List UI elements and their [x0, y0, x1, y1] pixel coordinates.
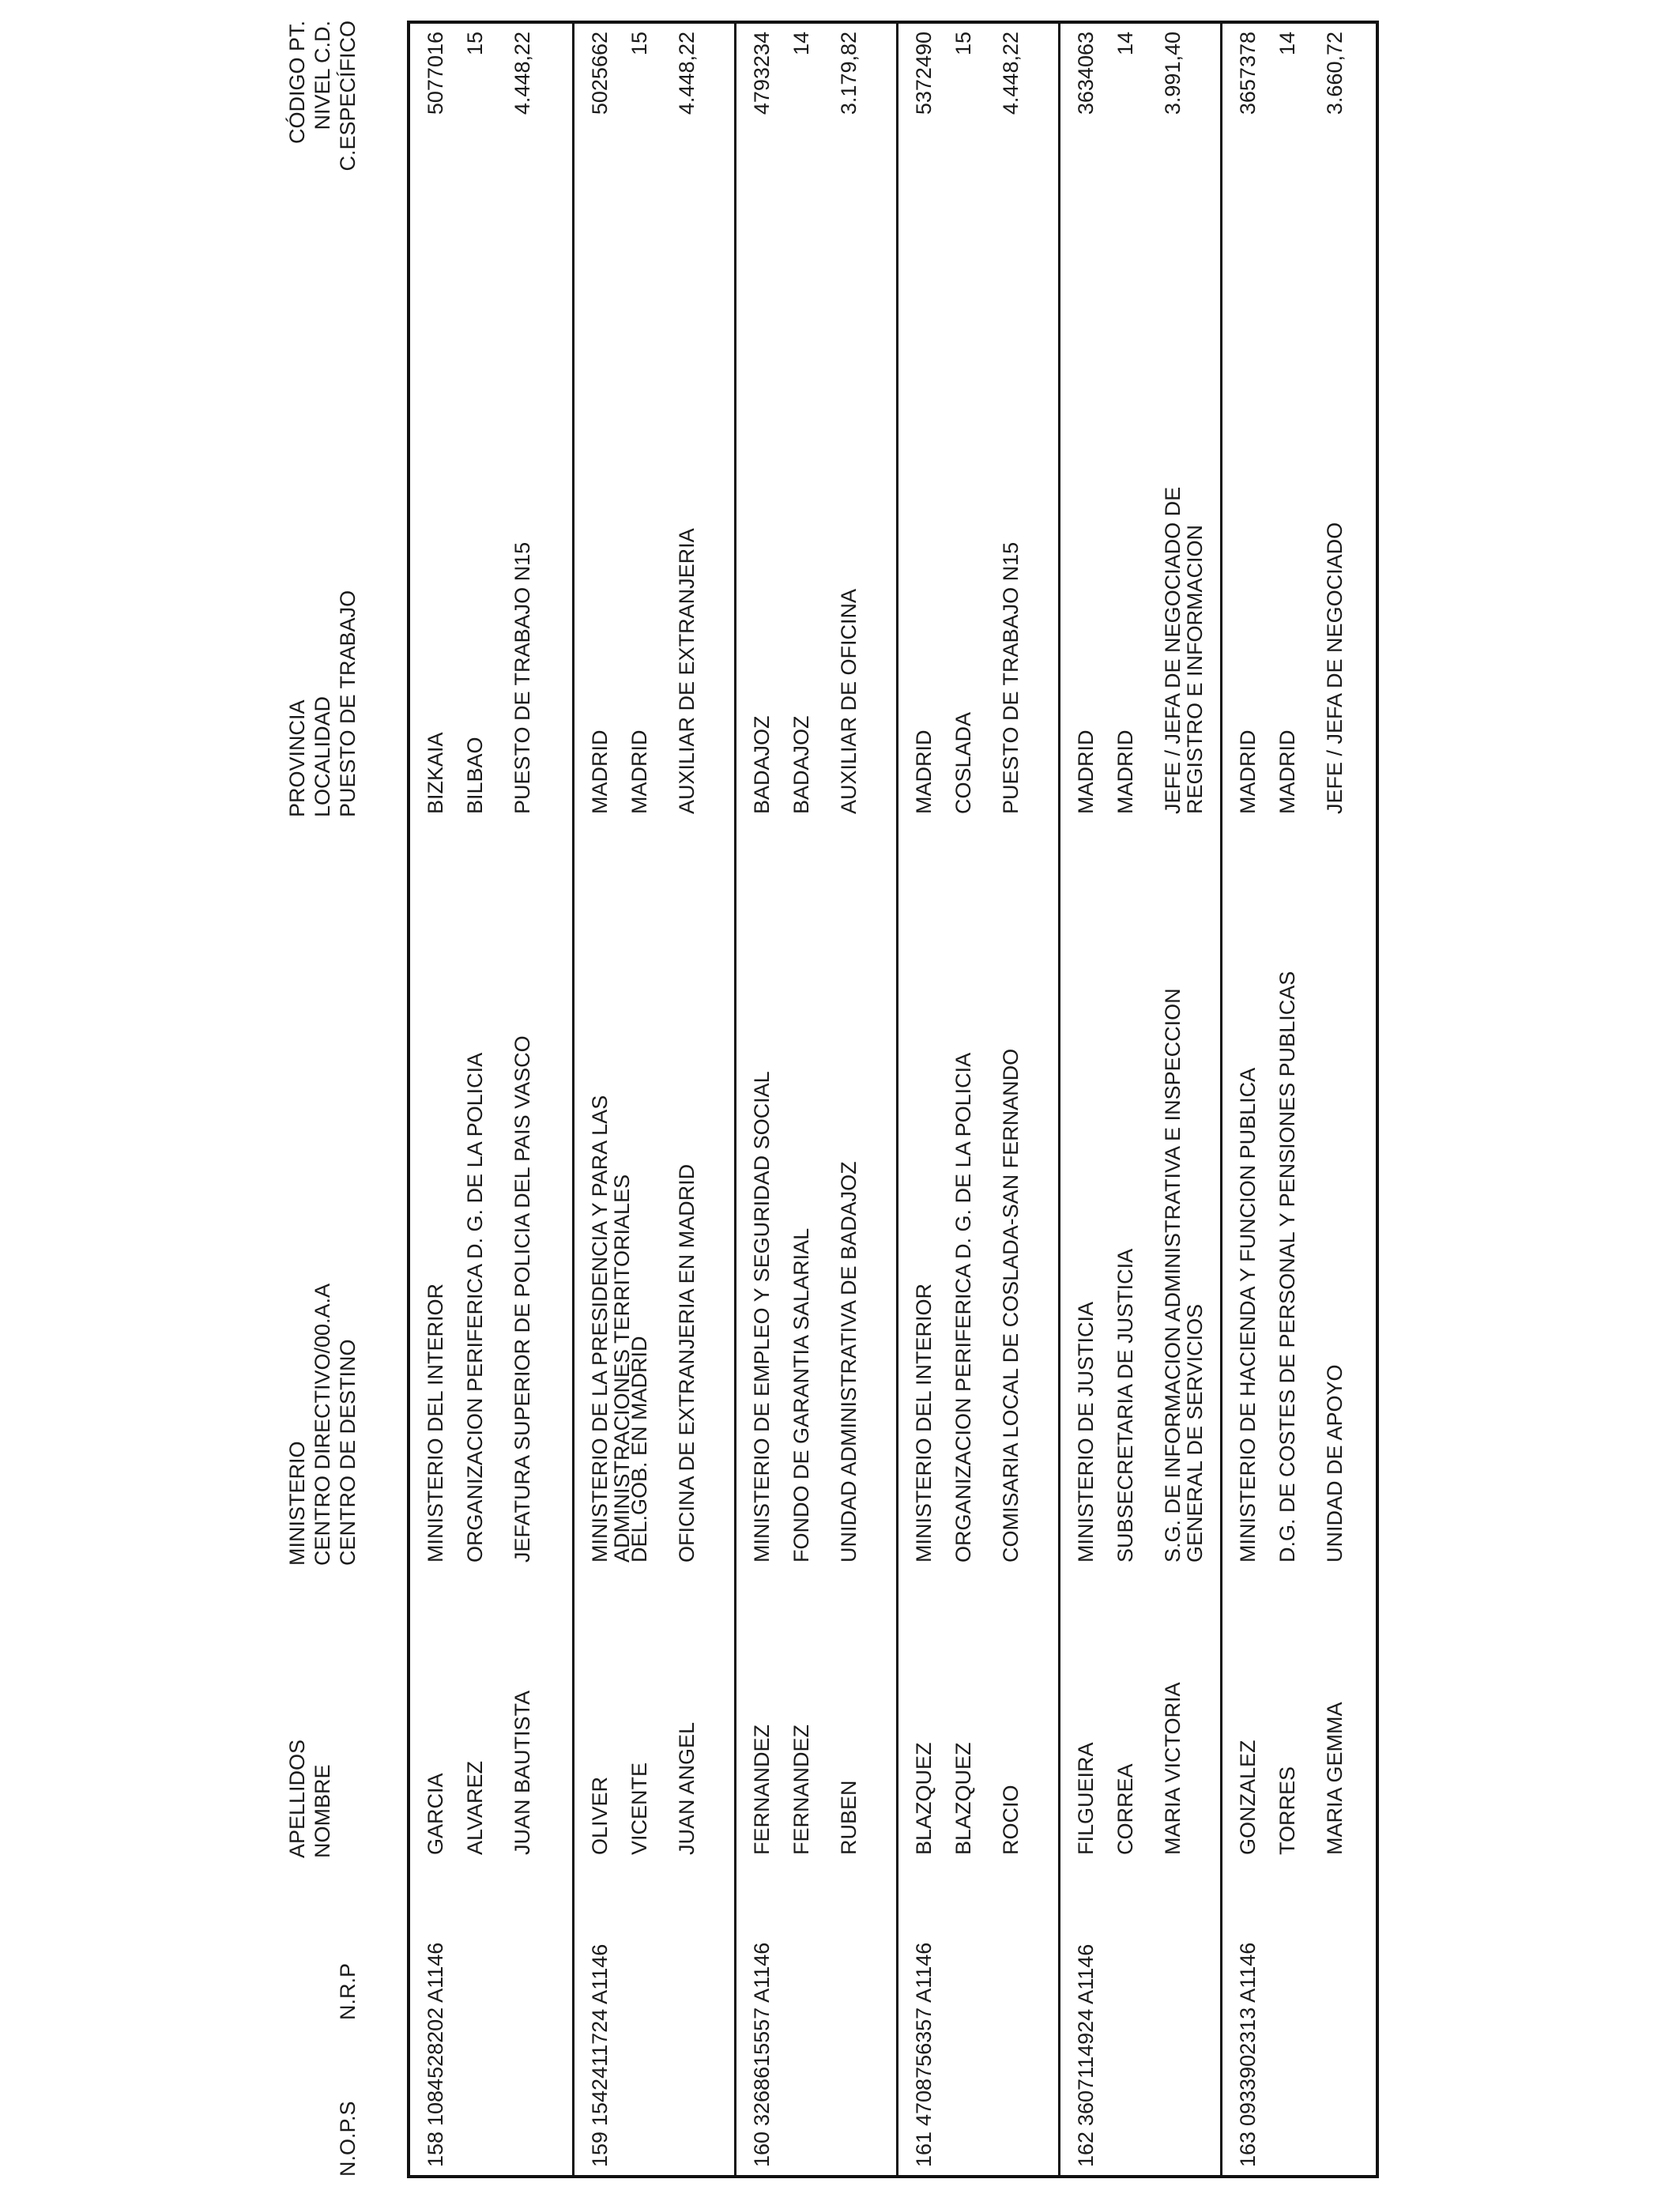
record-localidad: MADRID — [1113, 729, 1137, 814]
record-nops: 162 — [1074, 2131, 1098, 2167]
record-centro-directivo: D.G. DE COSTES DE PERSONAL Y PENSIONES PUBLICAS — [1275, 971, 1299, 1563]
record-apellido1: GARCIA — [424, 1773, 447, 1855]
record-centro-destino: COMISARIA LOCAL DE COSLADA-SAN FERNANDO — [999, 1048, 1023, 1563]
record-ministerio: MINISTERIO DE JUSTICIA — [1074, 1301, 1098, 1563]
record-nombre: JUAN ANGEL — [675, 1721, 699, 1855]
record-nops: 159 — [588, 2131, 612, 2167]
record-nombre: JUAN BAUTISTA — [510, 1690, 534, 1855]
table-row — [572, 24, 736, 2175]
record-puesto: JEFE / JEFA DE NEGOCIADO DE REGISTRO E INFORMACION — [1161, 486, 1207, 814]
record-ministerio: MINISTERIO DE HACIENDA Y FUNCION PUBLICA — [1236, 1067, 1260, 1563]
table-row — [1220, 24, 1384, 2175]
record-codigo: 5372490 — [912, 32, 936, 115]
record-nrp: 0933902313 A1146 — [1236, 1942, 1260, 2126]
record-nombre: RUBEN — [837, 1780, 861, 1855]
record-puesto: PUESTO DE TRABAJO N15 — [999, 541, 1023, 814]
record-nivel: 15 — [463, 32, 487, 56]
record-puesto: PUESTO DE TRABAJO N15 — [510, 541, 534, 814]
record-ministerio: MINISTERIO DEL INTERIOR — [424, 1283, 447, 1563]
record-centro-destino: UNIDAD DE APOYO — [1323, 1364, 1347, 1563]
record-nrp: 3268615557 A1146 — [750, 1942, 774, 2126]
record-centro-destino: JEFATURA SUPERIOR DE POLICIA DEL PAIS VASCO — [510, 1035, 534, 1563]
record-nops: 163 — [1236, 2131, 1260, 2167]
record-nrp: 1542411724 A1146 — [588, 1943, 612, 2126]
record-apellido2: TORRES — [1275, 1766, 1299, 1855]
record-apellido1: FILGUEIRA — [1074, 1742, 1098, 1855]
records-table — [407, 21, 1379, 2178]
record-codigo: 3657378 — [1236, 32, 1260, 115]
record-codigo: 4793234 — [750, 32, 774, 115]
record-puesto: AUXILIAR DE OFICINA — [837, 588, 861, 814]
record-nrp: 3607114924 A1146 — [1074, 1943, 1098, 2126]
record-nops: 158 — [424, 2131, 447, 2167]
record-apellido2: BLAZQUEZ — [951, 1742, 975, 1855]
record-provincia: MADRID — [1236, 729, 1260, 814]
record-provincia: MADRID — [1074, 729, 1098, 814]
record-puesto: JEFE / JEFA DE NEGOCIADO — [1323, 522, 1347, 814]
record-apellido2: VICENTE — [627, 1762, 651, 1855]
record-apellido1: FERNANDEZ — [750, 1724, 774, 1855]
record-apellido2: ALVAREZ — [463, 1760, 487, 1855]
record-apellido2: CORREA — [1113, 1763, 1137, 1855]
record-apellido2: FERNANDEZ — [789, 1724, 813, 1855]
record-provincia: BIZKAIA — [424, 732, 447, 814]
record-nivel: 14 — [789, 32, 813, 56]
record-codigo: 5077016 — [424, 32, 447, 115]
record-nrp: 1084528202 A1146 — [424, 1942, 447, 2126]
table-row — [410, 24, 572, 2175]
record-nivel: 14 — [1275, 32, 1299, 56]
record-localidad: MADRID — [1275, 729, 1299, 814]
header-ministerio-centro: MINISTERIO CENTRO DIRECTIVO/00.A.A CENTRO DE DESTINO — [285, 1283, 360, 1566]
record-apellido1: BLAZQUEZ — [912, 1742, 936, 1855]
record-puesto: AUXILIAR DE EXTRANJERIA — [675, 528, 699, 814]
record-nombre: MARIA VICTORIA — [1161, 1682, 1185, 1855]
record-nombre: ROCIO — [999, 1785, 1023, 1855]
record-codigo: 3634063 — [1074, 32, 1098, 115]
record-provincia: MADRID — [588, 729, 612, 814]
header-provincia-puesto: PROVINCIA LOCALIDAD PUESTO DE TRABAJO — [285, 590, 360, 817]
record-apellido1: GONZALEZ — [1236, 1740, 1260, 1855]
record-especifico: 3.660,72 — [1323, 32, 1347, 115]
record-localidad: BILBAO — [463, 737, 487, 814]
record-centro-destino: OFICINA DE EXTRANJERIA EN MADRID — [675, 1163, 699, 1563]
record-nrp: 4708756357 A1146 — [912, 1942, 936, 2126]
record-especifico: 3.179,82 — [837, 32, 861, 115]
record-ministerio: MINISTERIO DEL INTERIOR — [912, 1283, 936, 1563]
record-centro-directivo: FONDO DE GARANTIA SALARIAL — [789, 1227, 813, 1563]
record-codigo: 5025662 — [588, 32, 612, 115]
record-localidad: BADAJOZ — [789, 715, 813, 814]
record-centro-directivo: SUBSECRETARIA DE JUSTICIA — [1113, 1248, 1137, 1563]
record-provincia: BADAJOZ — [750, 715, 774, 814]
record-especifico: 4.448,22 — [510, 32, 534, 115]
record-localidad: MADRID — [627, 729, 651, 814]
table-row — [734, 24, 898, 2175]
record-provincia: MADRID — [912, 729, 936, 814]
table-row — [1058, 24, 1222, 2175]
header-nrp: N.R.P — [336, 1962, 360, 2020]
table-row — [896, 24, 1060, 2175]
record-nops: 161 — [912, 2131, 936, 2167]
record-especifico: 4.448,22 — [999, 32, 1023, 115]
header-apellidos-nombre: APELLIDOS NOMBRE — [285, 1739, 334, 1858]
record-localidad: COSLADA — [951, 711, 975, 814]
record-centro-directivo: ORGANIZACION PERIFERICA D. G. DE LA POLICIA — [951, 1052, 975, 1563]
record-ministerio: MINISTERIO DE EMPLEO Y SEGURIDAD SOCIAL — [750, 1071, 774, 1563]
record-centro-directivo: ORGANIZACION PERIFERICA D. G. DE LA POLICIA — [463, 1052, 487, 1563]
record-nombre: MARIA GEMMA — [1323, 1702, 1347, 1855]
record-especifico: 3.991,40 — [1161, 32, 1185, 115]
record-nivel: 15 — [627, 32, 651, 56]
record-centro-directivo: DEL.GOB. EN MADRID — [627, 1336, 651, 1563]
record-nivel: 14 — [1113, 32, 1137, 56]
record-apellido1: OLIVER — [588, 1776, 612, 1855]
header-codigo-nivel: CÓDIGO PT. NIVEL C.D. C.ESPECÍFICO — [285, 21, 360, 172]
header-nops: N.O.P.S — [336, 2101, 360, 2177]
record-nops: 160 — [750, 2131, 774, 2167]
record-centro-destino: S.G. DE INFORMACION ADMINISTRATIVA E INSPECCION GENERAL DE SERVICIOS — [1161, 988, 1207, 1563]
record-nivel: 15 — [951, 32, 975, 56]
record-centro-destino: UNIDAD ADMINISTRATIVA DE BADAJOZ — [837, 1161, 861, 1563]
record-ministerio: MINISTERIO DE LA PRESIDENCIA Y PARA LAS ADMINISTRACIONES TERRITORIALES — [588, 1095, 634, 1563]
record-especifico: 4.448,22 — [675, 32, 699, 115]
